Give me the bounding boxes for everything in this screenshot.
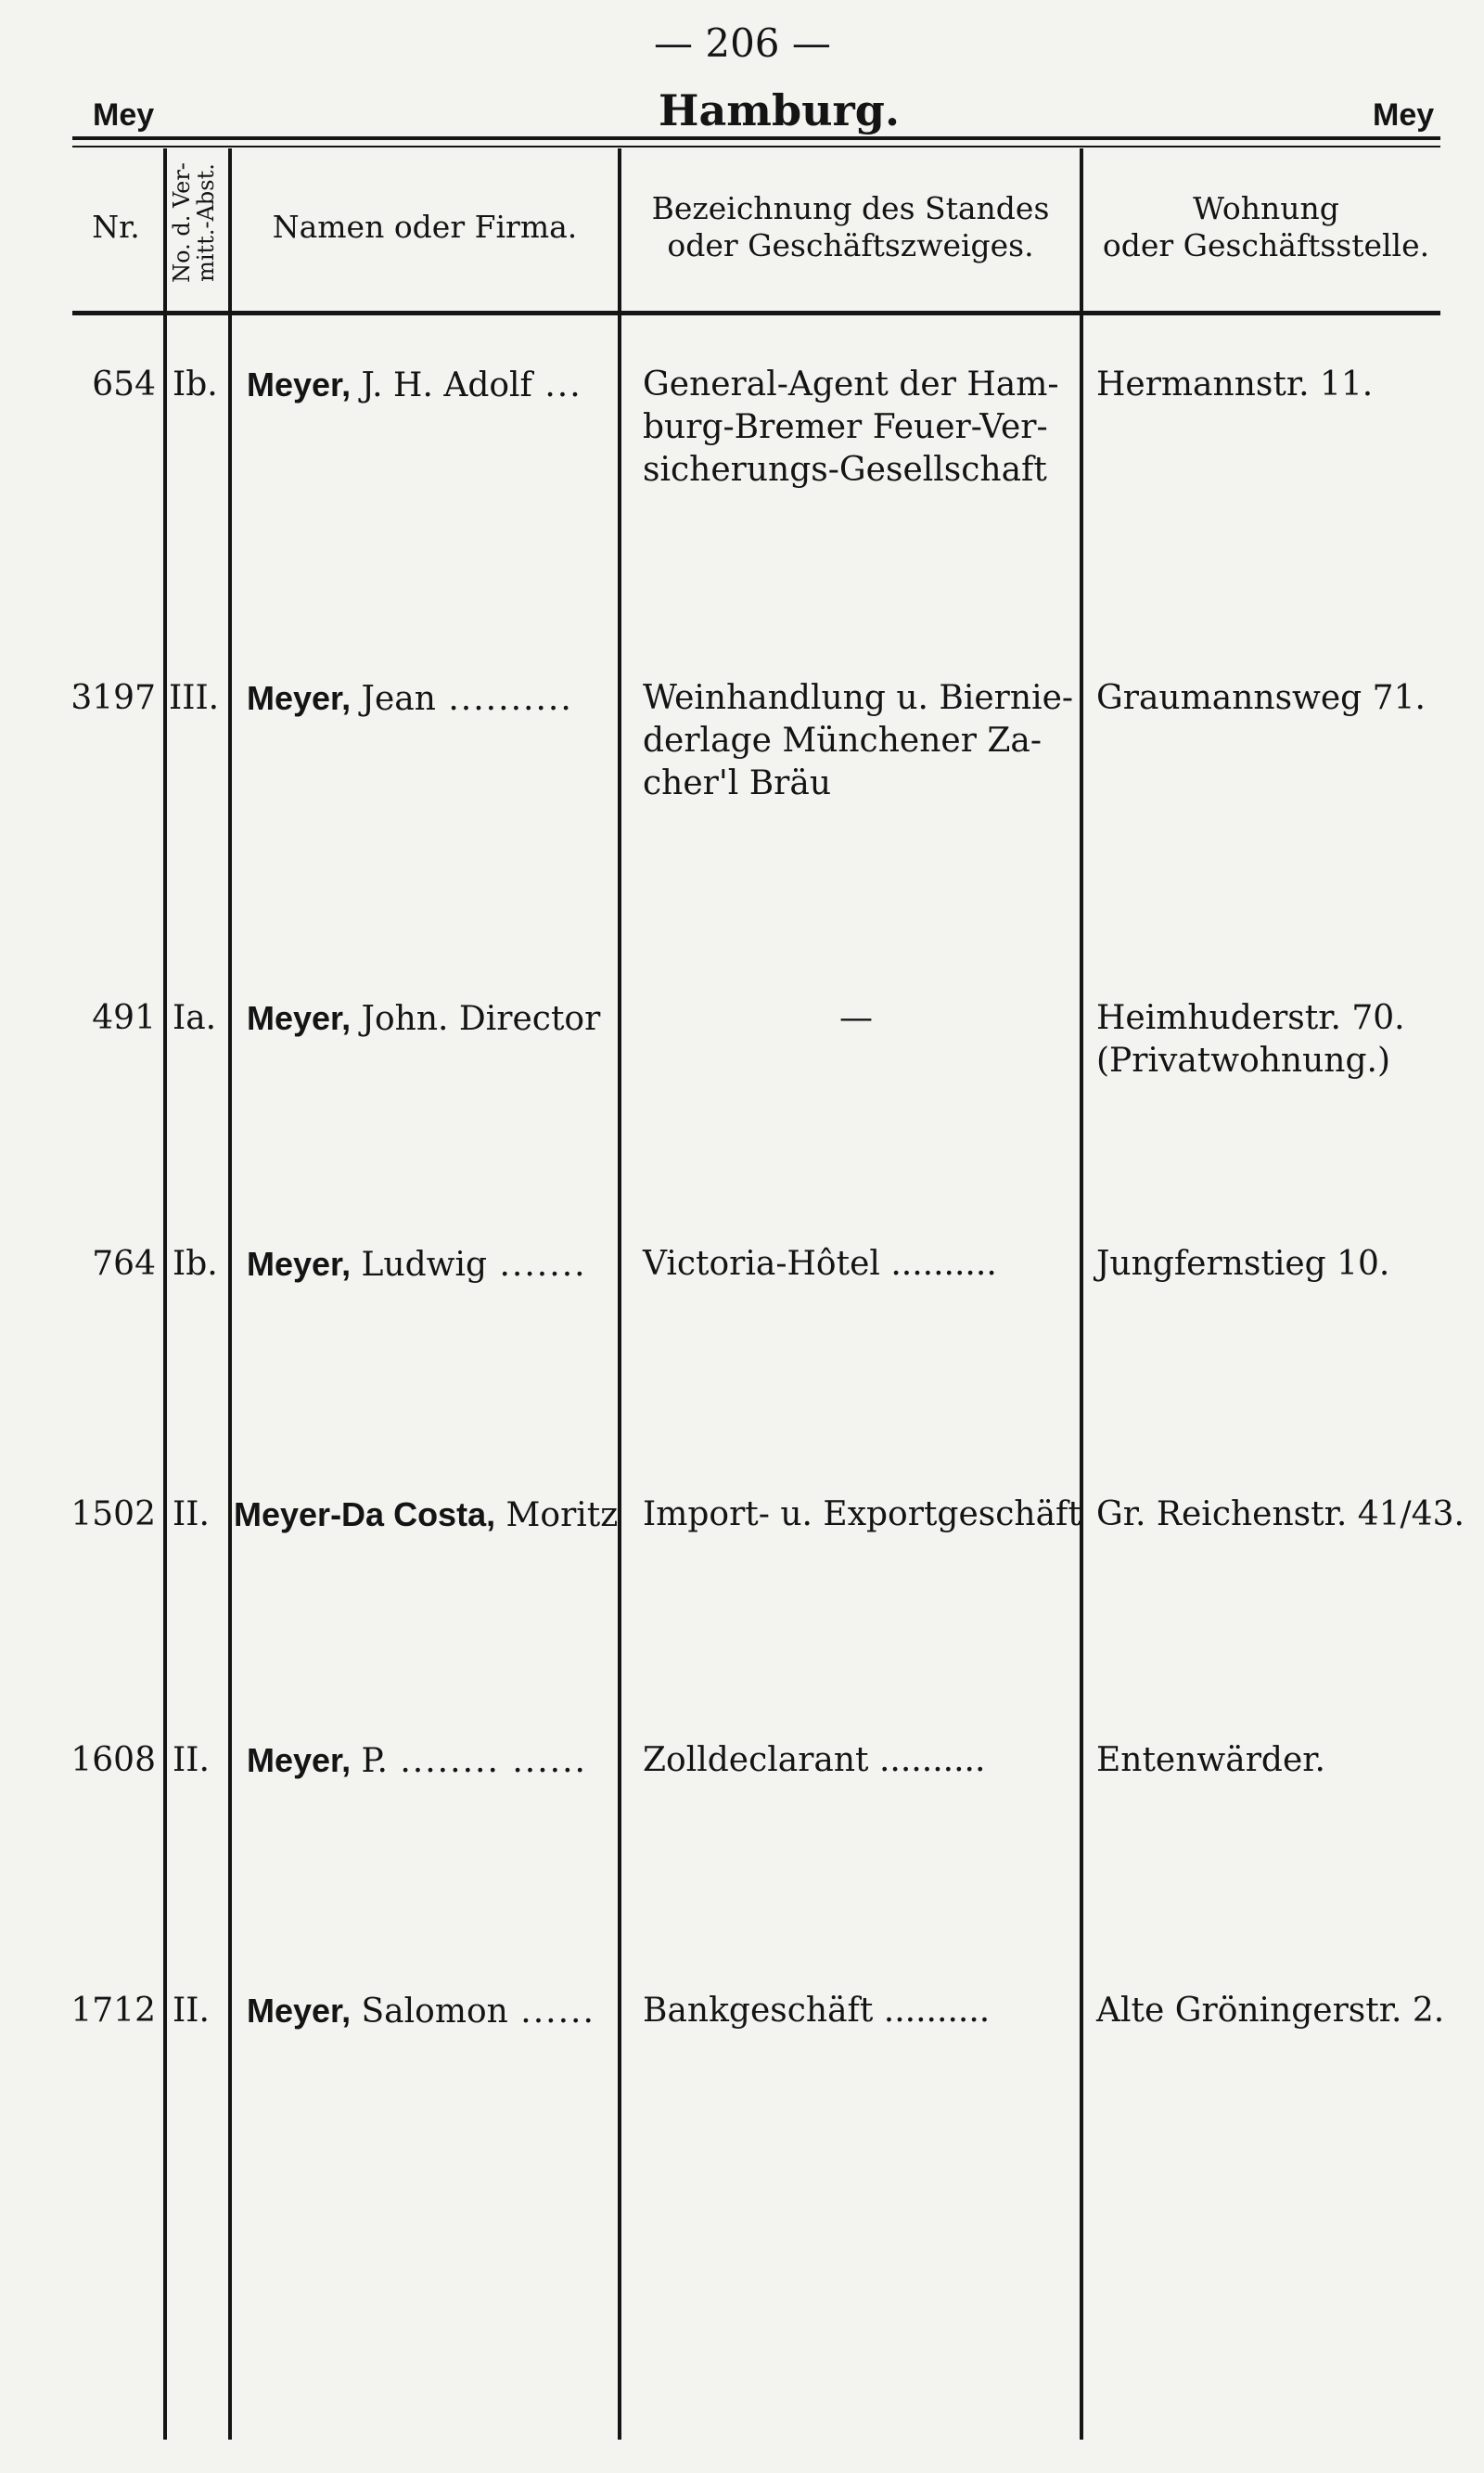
entry-address-line: Heimhuderstr. 70.	[1096, 999, 1405, 1037]
column-divider-3	[618, 148, 621, 2440]
entry-business-line: Victoria-Hôtel ..........	[643, 1245, 997, 1283]
column-divider-1	[163, 148, 167, 2440]
entry-surname: Meyer,	[247, 365, 352, 404]
entry-given-name: Salomon	[351, 1992, 508, 2031]
entry-leader-dots: ..........	[435, 680, 573, 718]
entry-name	[247, 364, 582, 407]
column-header-wohnung-line1: Wohnung	[1193, 190, 1339, 226]
entry-abteilung: II.	[173, 1992, 210, 2030]
entry-address: Graumannsweg 71.	[1096, 679, 1426, 717]
header-rule-top-thin	[72, 146, 1440, 147]
entry-business-line: Import- u. Exportgeschäft	[643, 1495, 1081, 1533]
page-number: — 206 —	[654, 20, 831, 66]
entry-nr: 1502	[70, 1495, 156, 1533]
entry-nr: 1608	[70, 1741, 156, 1779]
entry-given-name: J. H. Adolf	[351, 366, 532, 404]
header-rule-top	[72, 136, 1440, 140]
entry-surname: Meyer-Da Costa,	[234, 1495, 496, 1533]
entry-business	[643, 677, 1073, 805]
entry-nr: 3197	[70, 679, 156, 717]
entry-abteilung: II.	[173, 1741, 210, 1779]
entry-abteilung: Ib.	[173, 365, 218, 404]
entry-surname: Meyer,	[247, 1245, 352, 1283]
entry-leader-dots: ......	[507, 1992, 595, 2031]
column-header-stand	[623, 190, 1078, 264]
entry-nr: 654	[92, 365, 156, 404]
entry-nr: 1712	[70, 1992, 156, 2030]
entry-business-line: General-Agent der Ham-	[643, 365, 1059, 404]
column-header-wohnung	[1085, 190, 1447, 264]
header-rule-bottom	[72, 311, 1440, 315]
entry-given-name: Ludwig	[351, 1246, 488, 1284]
entry-nr: 491	[92, 999, 156, 1037]
entry-business	[643, 1243, 997, 1286]
entry-given-name: P.	[351, 1742, 388, 1780]
entry-name	[247, 1243, 587, 1287]
entry-surname: Meyer,	[247, 1741, 352, 1779]
entry-name	[234, 1493, 618, 1537]
entry-surname: Meyer,	[247, 1992, 352, 2030]
entry-address: Gr. Reichenstr. 41/43.	[1096, 1495, 1465, 1533]
entry-address: Entenwärder.	[1096, 1741, 1325, 1779]
entry-business	[643, 364, 1059, 492]
entry-business	[643, 1990, 990, 2032]
entry-address-line: (Privatwohnung.)	[1096, 1042, 1391, 1080]
entry-abteilung: III.	[169, 679, 220, 717]
entry-business-line: derlage Münchener Za-	[643, 722, 1042, 760]
entry-address: Alte Gröningerstr. 2.	[1096, 1992, 1445, 2030]
column-header-wohnung-line2: oder Geschäftsstelle.	[1102, 227, 1430, 263]
entry-leader-dots: ...	[531, 366, 582, 404]
entry-business-line: —	[839, 999, 873, 1037]
entry-given-name: John. Director	[351, 1000, 601, 1038]
entry-business-line: cher'l Bräu	[643, 764, 832, 802]
column-divider-2	[228, 148, 232, 2440]
entry-abteilung: II.	[173, 1495, 210, 1533]
entry-business-line: Weinhandlung u. Biernie-	[643, 679, 1074, 717]
entry-nr: 764	[92, 1245, 156, 1283]
entry-business-line: Zolldeclarant ..........	[643, 1741, 986, 1779]
entry-leader-dots: .......	[487, 1246, 587, 1284]
entry-name	[247, 1990, 595, 2033]
entry-name	[247, 997, 600, 1041]
entry-address: Jungfernstieg 10.	[1096, 1245, 1390, 1283]
entry-surname: Meyer,	[247, 679, 352, 717]
entry-name	[247, 1739, 587, 1783]
column-header-stand-line1: Bezeichnung des Standes	[651, 190, 1050, 226]
entry-business-line: burg-Bremer Feuer-Ver-	[643, 408, 1048, 446]
entry-abteilung: Ia.	[173, 999, 217, 1037]
entry-leader-dots: ........ ......	[387, 1742, 587, 1780]
running-head-right: Mey	[1373, 97, 1435, 133]
entry-given-name: Moritz	[495, 1496, 619, 1534]
column-divider-4	[1080, 148, 1083, 2440]
entry-business	[643, 1493, 1081, 1536]
column-header-name: Namen oder Firma.	[272, 209, 578, 245]
entry-business	[643, 1739, 985, 1782]
entry-address: Hermannstr. 11.	[1096, 365, 1374, 404]
running-head-left: Mey	[93, 97, 155, 133]
entry-name	[247, 677, 573, 721]
column-header-abteilung-line1: No. d. Ver-	[169, 162, 195, 283]
entry-surname: Meyer,	[247, 999, 352, 1037]
entry-address	[1096, 997, 1405, 1083]
entry-business-line: sicherungs-Gesellschaft	[643, 451, 1047, 489]
entry-business-line: Bankgeschäft ..........	[643, 1992, 991, 2030]
entry-abteilung: Ib.	[173, 1245, 218, 1283]
column-header-nr: Nr.	[92, 209, 140, 245]
entry-given-name: Jean	[351, 680, 436, 718]
column-header-stand-line2: oder Geschäftszweiges.	[667, 227, 1034, 263]
page-title: Hamburg.	[659, 85, 900, 135]
column-header-abteilung-line2: mitt.-Abst.	[193, 163, 219, 282]
entry-business	[839, 997, 873, 1040]
